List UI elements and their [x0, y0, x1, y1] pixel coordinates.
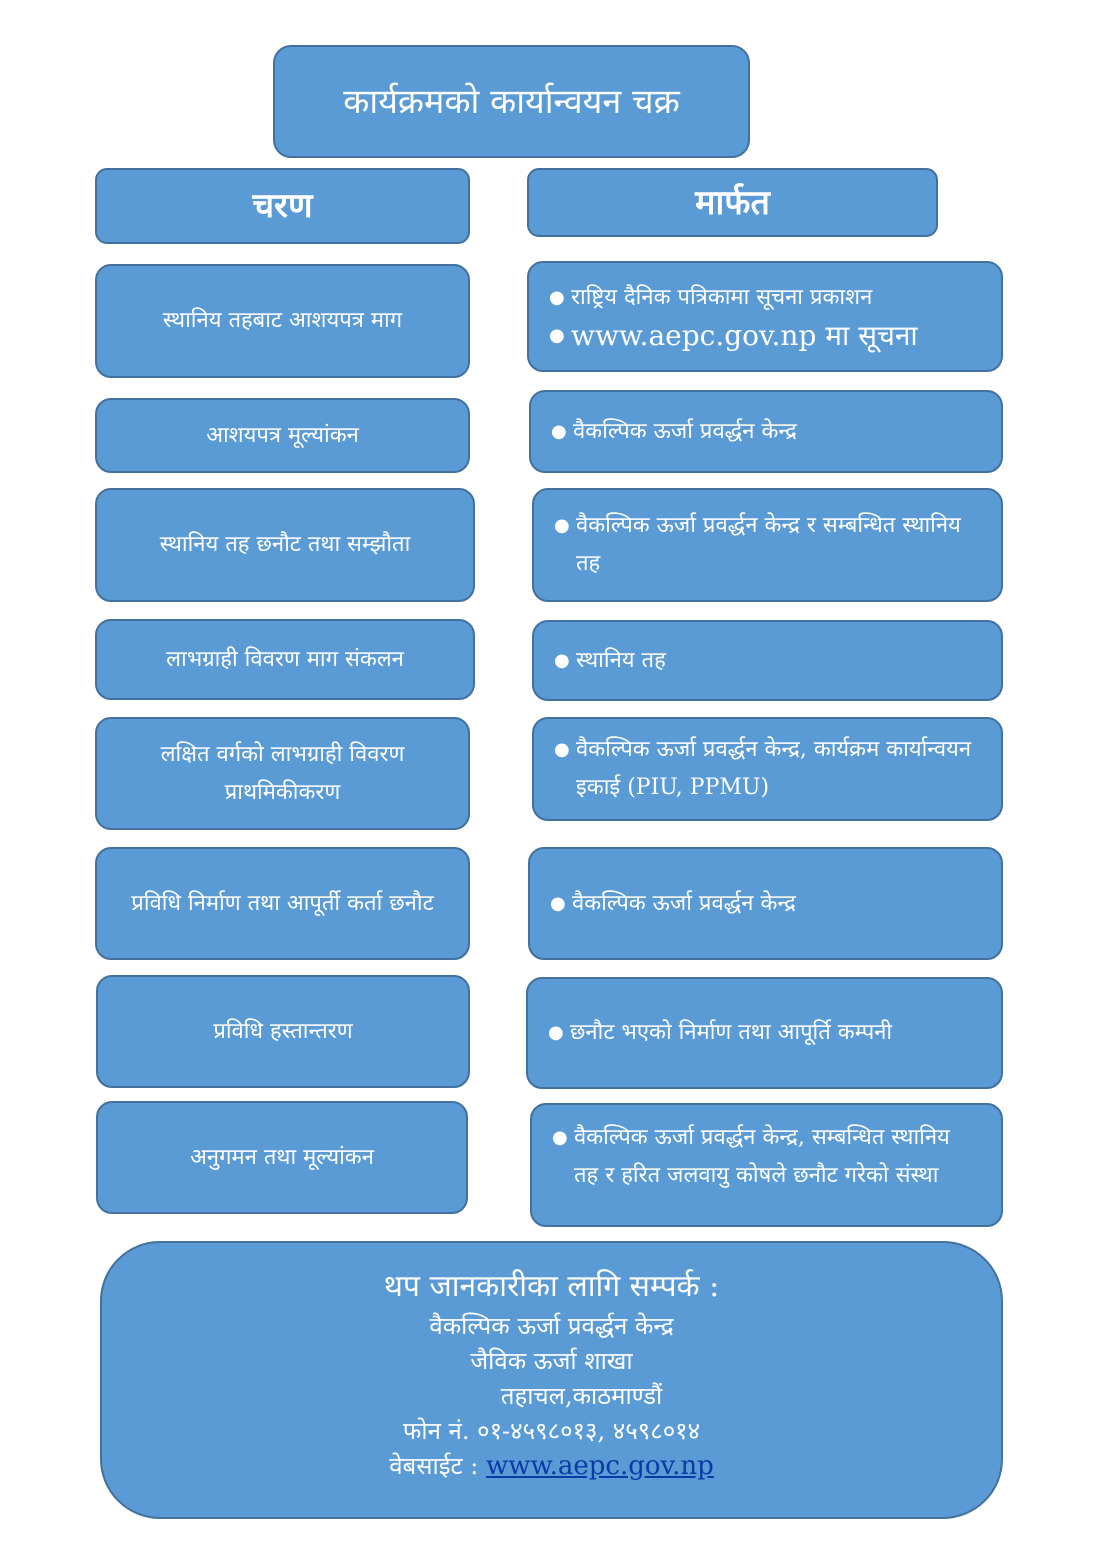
via-item: ● राष्ट्रिय दैनिक पत्रिकामा सूचना प्रकाशन: [549, 279, 918, 317]
step-box-4: [95, 619, 475, 700]
via-box-8: [530, 1103, 1003, 1227]
via-list: [550, 885, 796, 923]
via-list: [554, 507, 981, 583]
via-box-2: [529, 390, 1003, 473]
step-label: प्रविधि हस्तान्तरण: [213, 1018, 353, 1044]
diagram-title: [273, 45, 750, 158]
step-label: स्थानिय तह छनौट तथा सम्झौता: [159, 532, 411, 557]
step-label: आशयपत्र मूल्यांकन: [206, 422, 359, 448]
step-box-5: [95, 717, 470, 830]
via-item: ● वैकल्पिक ऊर्जा प्रवर्द्धन केन्द्र: [551, 413, 797, 451]
step-label: प्रविधि निर्माण तथा आपूर्ती कर्ता छनौट: [131, 890, 434, 916]
via-item: ● स्थानिय तह: [554, 642, 666, 680]
step-label: लक्षित वर्गको लाभग्राही विवरण प्राथमिकीकरण: [160, 741, 405, 805]
step-box-6: [95, 847, 470, 960]
via-item: ● वैकल्पिक ऊर्जा प्रवर्द्धन केन्द्र र सम्बन्धित स्थानिय तह: [554, 507, 981, 583]
via-list: [551, 413, 797, 451]
via-item-url: ● www.aepc.gov.np मा सूचना: [549, 317, 918, 355]
website-label: वेबसाईट :: [389, 1452, 479, 1480]
via-item: ● वैकल्पिक ऊर्जा प्रवर्द्धन केन्द्र, सम्बन्धित स्थानिय तह र हरित जलवायु कोषले छनौट गरेको संस्था: [552, 1119, 981, 1195]
via-list: [549, 279, 918, 355]
step-box-8: [96, 1101, 468, 1214]
via-item: ● छनौट भएको निर्माण तथा आपूर्ति कम्पनी: [548, 1014, 892, 1052]
via-list: [552, 1119, 981, 1195]
step-box-2: [95, 398, 470, 473]
step-label: अनुगमन तथा मूल्यांकन: [190, 1144, 374, 1170]
steps-header: [95, 168, 470, 244]
contact-box: [100, 1241, 1003, 1519]
step-box-7: [96, 975, 470, 1088]
step-label: स्थानिय तहबाट आशयपत्र माग: [162, 308, 403, 333]
via-item: ● वैकल्पिक ऊर्जा प्रवर्द्धन केन्द्र, कार्यक्रम कार्यान्वयन इकाई (PIU, PPMU): [554, 731, 981, 807]
step-box-1: [95, 264, 470, 378]
contact-phone: फोन नं. ०१-४५९८०१३, ४५९८०१४: [402, 1417, 701, 1445]
via-box-6: [528, 847, 1003, 960]
via-header: [527, 168, 938, 237]
via-box-7: [526, 977, 1003, 1089]
via-box-5: [532, 717, 1003, 821]
contact-heading: थप जानकारीका लागि सम्पर्क :: [383, 1269, 720, 1304]
via-list: [554, 731, 981, 807]
via-item: ● वैकल्पिक ऊर्जा प्रवर्द्धन केन्द्र: [550, 885, 796, 923]
via-header-text: मार्फत: [695, 182, 770, 223]
contact-branch: जैविक ऊर्जा शाखा: [470, 1347, 633, 1375]
step-box-3: [95, 488, 475, 602]
contact-org: वैकल्पिक ऊर्जा प्रवर्द्धन केन्द्र: [429, 1312, 674, 1340]
website-link[interactable]: www.aepc.gov.np: [485, 1451, 714, 1481]
step-label: लाभग्राही विवरण माग संकलन: [166, 646, 404, 672]
via-list: [554, 642, 666, 680]
via-box-3: [532, 488, 1003, 602]
via-box-4: [532, 620, 1003, 701]
steps-header-text: चरण: [252, 186, 313, 226]
via-box-1: [527, 261, 1003, 372]
via-list: [548, 1014, 892, 1052]
contact-address: तहाचल,काठमाण्डौं: [500, 1382, 663, 1410]
diagram-title-text: कार्यक्रमको कार्यान्वयन चक्र: [343, 81, 680, 122]
contact-website-row: [389, 1449, 714, 1484]
